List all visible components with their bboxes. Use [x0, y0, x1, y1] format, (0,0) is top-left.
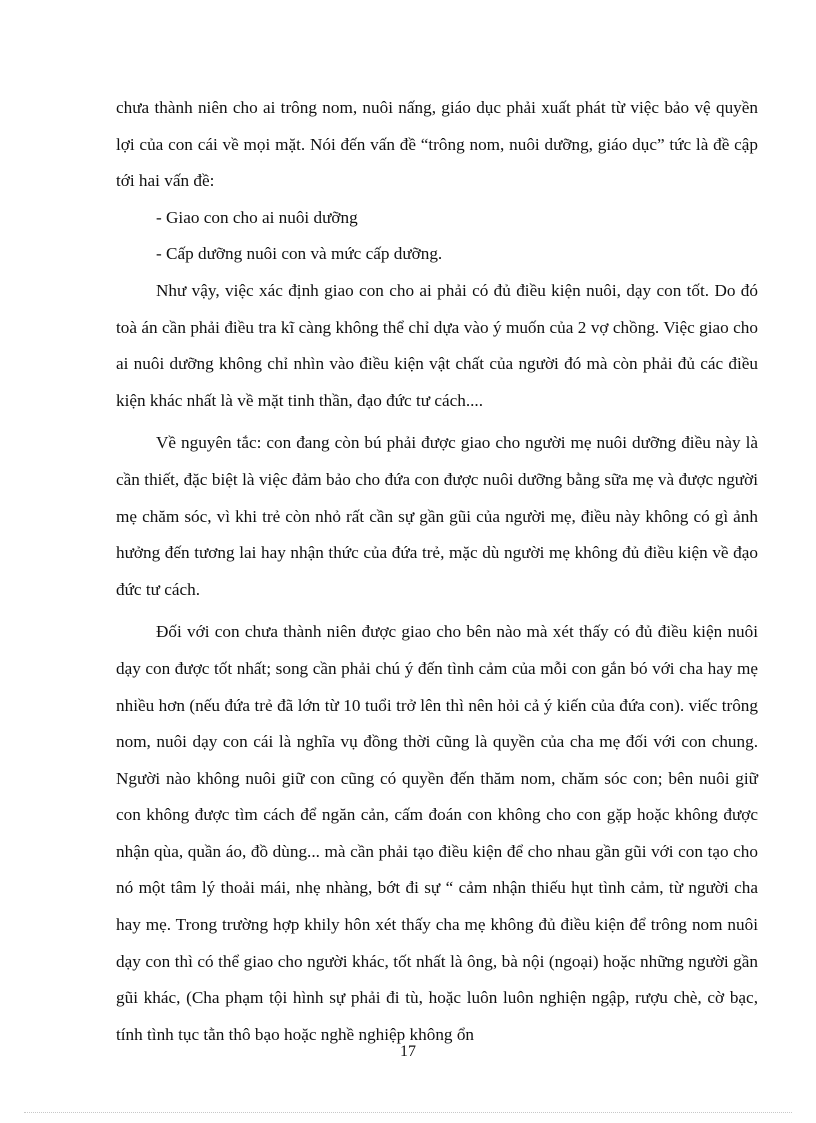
bullet-item-custody: - Giao con cho ai nuôi dưỡng	[156, 207, 358, 227]
page-number: 17	[400, 1043, 416, 1060]
paragraph-minor-children: Đối với con chưa thành niên được giao cho bên nào mà xét thấy có đủ điều kiện nuôi dạy con được tốt nhất; song cần phải chú ý đến tình cảm của mỗi con gắn bó với cha hay mẹ nhiều hơn (nếu đứa trẻ đã lớn từ 10 tuổi trở lên thì nên hỏi cả ý kiến của đứa con). viếc trông nom, nuôi dạy con cái là nghĩa vụ đồng thời cũng là quyền của cha mẹ đối với con chung. Người nào không nuôi giữ con cũng có quyền đến thăm nom, chăm sóc con; bên nuôi giữ con không được tìm cách để ngăn cản, cấm đoán con không cho con gặp hoặc không được nhận qùa, quần áo, đồ dùng... mà cần phải tạo điều kiện để cho nhau gần gũi với con tạo cho nó một tâm lý thoải mái, nhẹ nhàng, bớt đi sự “ cảm nhận thiếu hụt tình cảm, từ người cha hay mẹ. Trong trường hợp khily hôn xét thấy cha mẹ không đủ điều kiện để trông nom nuôi dạy con thì có thể giao cho người khác, tốt nhất là ông, bà nội (ngoại) hoặc những người gần gũi khác, (Cha phạm tội hình sự phải đi tù, hoặc luôn luôn nghiện ngập, rượu chè, cờ bạc, tính tình tục tằn thô bạo hoặc nghề nghiệp không ổn	[116, 622, 758, 1044]
paragraph-continuation: chưa thành niên cho ai trông nom, nuôi nấng, giáo dục phải xuất phát từ việc bảo vệ quyền lợi của con cái về mọi mặt. Nói đến vấn đề “trông nom, nuôi dưỡng, giáo dục” tức là đề cập tới hai vấn đề:	[116, 98, 758, 191]
page-bottom-divider	[24, 1112, 792, 1113]
paragraph-principle: Về nguyên tắc: con đang còn bú phải được giao cho người mẹ nuôi dưỡng điều này là cần thiết, đặc biệt là việc đảm bảo cho đứa con được nuôi dưỡng bằng sữa mẹ và được người mẹ chăm sóc, vì khi trẻ còn nhỏ rất cần sự gần gũi của người mẹ, điều này không có gì ảnh hưởng đến tương lai hay nhận thức của đứa trẻ, mặc dù người mẹ không đủ điều kiện về đạo đức tư cách.	[116, 433, 758, 599]
body-text	[116, 90, 758, 1053]
paragraph-determination: Như vậy, việc xác định giao con cho ai phải có đủ điều kiện nuôi, dạy con tốt. Do đó toà án cần phải điều tra kĩ càng không thể chỉ dựa vào ý muốn của 2 vợ chồng. Việc giao cho ai nuôi dưỡng không chỉ nhìn vào điều kiện vật chất của người đó mà còn phải đủ các điều kiện khác nhất là về mặt tinh thần, đạo đức tư cách....	[116, 280, 758, 410]
bullet-item-support: - Cấp dưỡng nuôi con và mức cấp dưỡng.	[156, 244, 443, 264]
